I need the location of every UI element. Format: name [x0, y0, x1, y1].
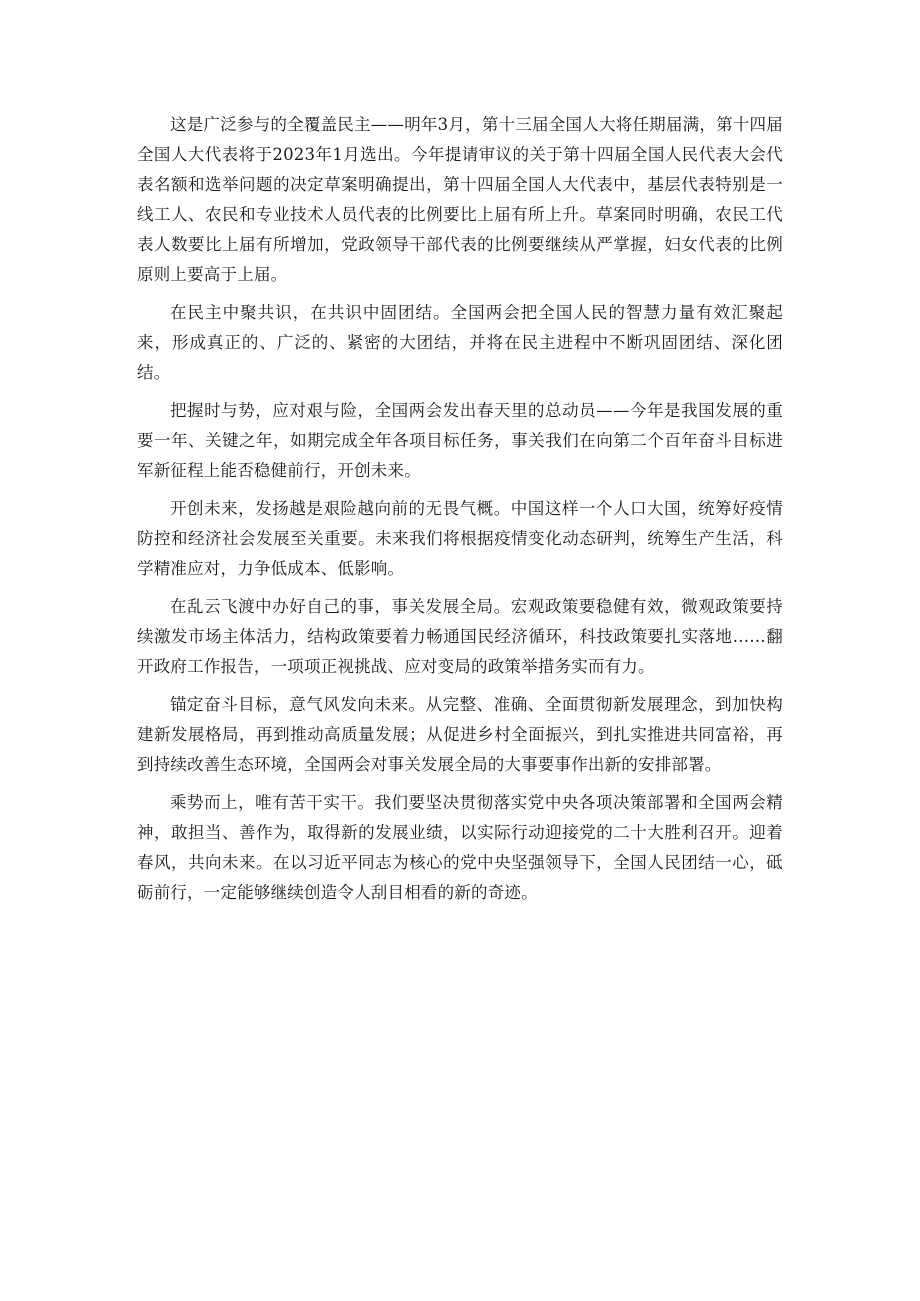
paragraph-3: 把握时与势，应对艰与险，全国两会发出春天里的总动员——今年是我国发展的重要一年、关键之年，如期完成全年各项目标任务，事关我们在向第二个百年奋斗目标进军新征程上能否稳健前行，开创未来。 — [137, 401, 783, 480]
document-body — [137, 110, 783, 916]
paragraph-7: 乘势而上，唯有苦干实干。我们要坚决贯彻落实党中央各项决策部署和全国两会精神，敢担当、善作为，取得新的发展业绩，以实际行动迎接党的二十大胜利召开。迎着春风，共向未来。在以习近平同志为核心的党中央坚强领导下，全国人民团结一心，砥砺前行，一定能够继续创造令人刮目相看的新的奇迹。 — [137, 793, 783, 902]
paragraph-5: 在乱云飞渡中办好自己的事，事关发展全局。宏观政策要稳健有效，微观政策要持续激发市场主体活力，结构政策要着力畅通国民经济循环，科技政策要扎实落地……翻开政府工作报告，一项项正视挑战、应对变局的政策举措务实而有力。 — [137, 597, 783, 676]
paragraph-4: 开创未来，发扬越是艰险越向前的无畏气概。中国这样一个人口大国，统筹好疫情防控和经济社会发展至关重要。未来我们将根据疫情变化动态研判，统筹生产生活，科学精准应对，力争低成本、低影响。 — [137, 499, 783, 578]
paragraph-6: 锚定奋斗目标，意气风发向未来。从完整、准确、全面贯彻新发展理念，到加快构建新发展格局，再到推动高质量发展；从促进乡村全面振兴，到扎实推进共同富裕，再到持续改善生态环境，全国两会对事关发展全局的大事要事作出新的安排部署。 — [137, 695, 783, 774]
paragraph-2: 在民主中聚共识，在共识中固团结。全国两会把全国人民的智慧力量有效汇聚起来，形成真正的、广泛的、紧密的大团结，并将在民主进程中不断巩固团结、深化团结。 — [137, 303, 783, 382]
paragraph-1: 这是广泛参与的全覆盖民主——明年3月，第十三届全国人大将任期届满，第十四届全国人大代表将于2023年1月选出。今年提请审议的关于第十四届全国人民代表大会代表名额和选举问题的决定草案明确提出，第十四届全国人大代表中，基层代表特别是一线工人、农民和专业技术人员代表的比例要比上届有所上升。草案同时明确，农民工代表人数要比上届有所增加，党政领导干部代表的比例要继续从严掌握，妇女代表的比例原则上要高于上届。 — [137, 115, 783, 284]
